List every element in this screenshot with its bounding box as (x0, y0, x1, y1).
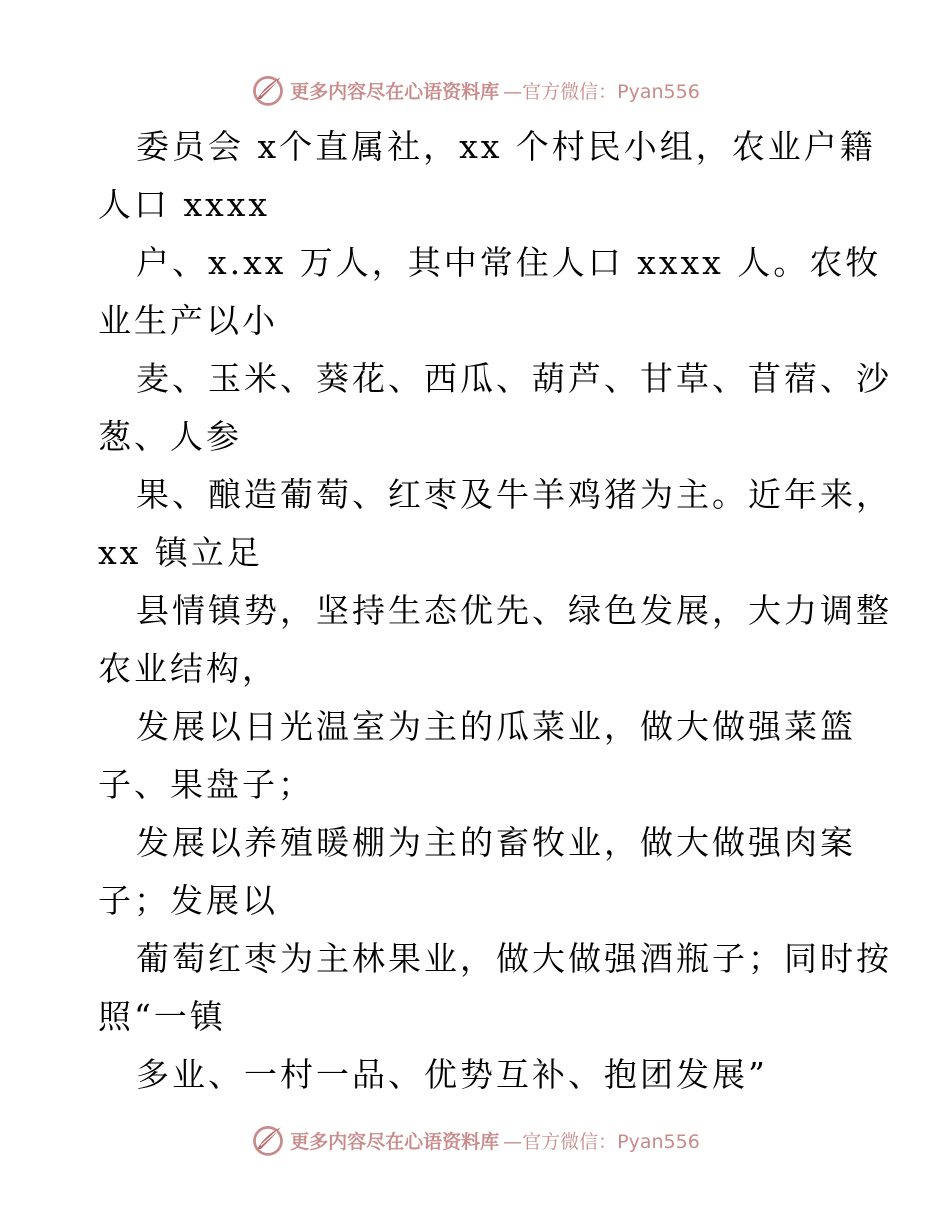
paragraph-7 (98, 814, 858, 930)
footer-banner-text: 更多内容尽在心语资料库 (290, 1130, 500, 1153)
paragraph-line: xx 镇立足 (98, 533, 263, 572)
paragraph-line: 委员会 x个直属社，xx 个村民小组，农业户籍 (136, 127, 876, 166)
paragraph-line: 发展以养殖暖棚为主的畜牧业，做大做强肉案 (136, 823, 856, 862)
paragraph-2 (98, 234, 882, 350)
paragraph-line: 葡萄红枣为主林果业，做大做强酒瓶子；同时按 (136, 939, 892, 978)
header-banner-inner (250, 72, 700, 108)
paragraph-line: 户、x.xx 万人，其中常住人口 xxxx 人。农牧 (136, 243, 882, 282)
feather-circle-logo-icon (250, 1122, 286, 1158)
header-banner-text: 更多内容尽在心语资料库 (290, 80, 500, 103)
paragraph-line: 多业、一村一品、优势互补、抱团发展” (136, 1055, 768, 1094)
footer-banner-inner (250, 1122, 700, 1158)
header-banner-suffix: —官方微信：Pyan556 (503, 80, 700, 103)
paragraph-8 (98, 930, 892, 1046)
paragraph-line: 麦、玉米、葵花、西瓜、葫芦、甘草、苜蓿、沙 (136, 359, 892, 398)
paragraph-line: 照“一镇 (98, 997, 226, 1036)
feather-circle-logo-icon (250, 72, 286, 108)
paragraph-9 (98, 1046, 858, 1104)
paragraph-6 (98, 698, 858, 814)
header-banner (0, 70, 950, 110)
document-body (98, 118, 892, 1104)
footer-banner-suffix: —官方微信：Pyan556 (503, 1130, 700, 1153)
paragraph-line: 子、果盘子； (98, 765, 314, 804)
paragraph-line: 子；发展以 (98, 881, 278, 920)
footer-banner (0, 1120, 950, 1160)
paragraph-line: 葱、人参 (98, 417, 242, 456)
paragraph-4 (98, 466, 892, 582)
paragraph-5 (98, 582, 892, 698)
paragraph-line: 业生产以小 (98, 301, 278, 340)
paragraph-line: 农业结构， (98, 649, 278, 688)
paragraph-3 (98, 350, 892, 466)
paragraph-line: 果、酿造葡萄、红枣及牛羊鸡猪为主。近年来， (136, 475, 892, 514)
paragraph-1 (98, 118, 876, 234)
paragraph-line: 人口 xxxx (98, 185, 270, 224)
paragraph-line: 发展以日光温室为主的瓜菜业，做大做强菜篮 (136, 707, 856, 746)
paragraph-line: 县情镇势，坚持生态优先、绿色发展，大力调整 (136, 591, 892, 630)
